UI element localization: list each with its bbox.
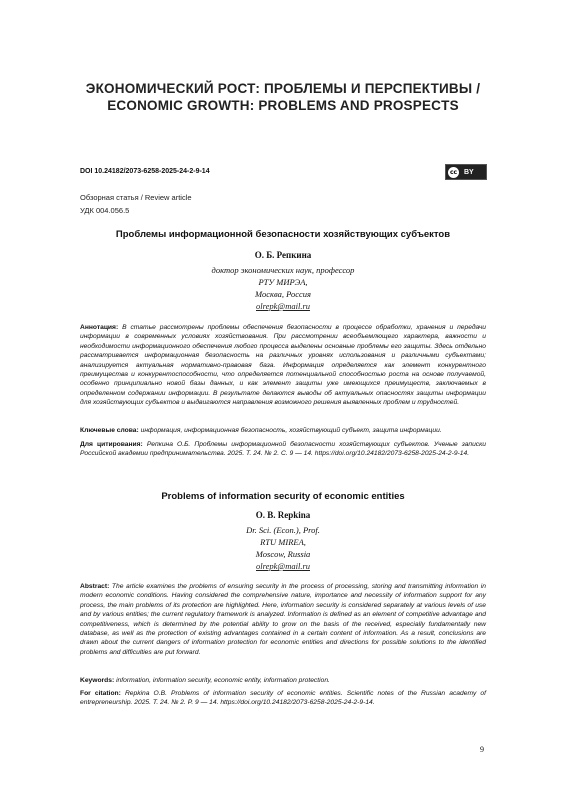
author-email-en[interactable]: olrepk@mail.ru <box>255 561 310 571</box>
citation-text-en: Repkina O.B. Problems of information security of economic entities. Scientific notes of the Russian academy of entrepreneurship. 2025. T. 24. № 2. P. 9 — 14. https://doi.org/10.24182/2073-6258-2025-24-2-9-14. <box>80 690 487 707</box>
author-affiliation-en: RTU MIREA, <box>260 537 306 547</box>
author-info-ru <box>80 264 486 312</box>
keywords-en <box>80 676 486 685</box>
author-degree-ru: доктор экономических наук, профессор <box>211 265 355 275</box>
keywords-text-en: information, information security, economic entity, information protection. <box>116 677 330 684</box>
creative-commons-icon: cc <box>449 168 458 176</box>
journal-title <box>60 80 506 114</box>
doi-label[interactable]: DOI 10.24182/2073-6258-2025-24-2-9-14 <box>80 168 210 175</box>
license-by-label: BY <box>464 168 474 176</box>
author-info-en <box>80 524 486 572</box>
title-ru: Проблемы информационной безопасности хозяйствующих субъектов <box>115 229 451 240</box>
article-type: Обзорная статья / Review article <box>80 193 192 202</box>
author-name-ru: О. Б. Репкина <box>254 250 312 260</box>
author-email-ru[interactable]: olrepk@mail.ru <box>255 301 310 311</box>
journal-title-ru: ЭКОНОМИЧЕСКИЙ РОСТ: ПРОБЛЕМЫ И ПЕРСПЕКТИВЫ / <box>85 81 481 96</box>
author-affiliation-ru: РТУ МИРЭА, <box>258 277 308 287</box>
citation-text-ru: Репкина О.Б. Проблемы информационной безопасности хозяйствующих субъектов. Ученые записки Российской академии предпринимательства. 2025. Т. 24. № 2. С. 9 — 14. https://doi.org/10.24182/2073-6258-2025-24-2-9-14. <box>80 441 487 458</box>
cc-by-license-badge[interactable] <box>445 164 487 180</box>
abstract-text-ru: В статье рассмотрены проблемы обеспечения безопасности в процессе обработки, хранения и передачи информации в современных условиях хозяйствования. При рассмотрении всеобъемлющего характера, важности и необходимости информационного обеспечения любого процесса выделены основные проблемы его защиты. Здесь отдельно рассматривается информационная безопасность на различных уровнях использования и различными субъектами; анализируется актуальная нормативно-правовая база. Информация определяется как элемент конкурентного преимущества и конкурентоспособности, что определяется потенциальной способностью роста на основе получаемой, особенно принципиально новой базы данных, и как элемент защиты уже имеющихся преимуществ, заключаемых в определенном содержании информации. В результате делаются выводы об актуальных опасностях защиты информации для хозяйствующих субъектов и выдвигаются направления возможного решения выявленных проблем и трудностей. <box>80 324 487 407</box>
udk-code: УДК 004.056.5 <box>80 206 130 215</box>
author-city-ru: Москва, Россия <box>255 289 311 299</box>
abstract-text-en: The article examines the problems of ensuring security in the process of processing, storing and transmitting information in modern economic conditions. Having considered the comprehensive nature, importance and necessity of information support for any process, the main problems of its protection are highlighted. Here, information security is considered separately at various levels of use and by various entities; the current regulatory framework is analyzed. Information is defined as an element of competitive advantage and competitiveness, which is determined by the potential ability to grow on the basis of the received, especially fundamentally new database, as well as the protection of existing advantages contained in a certain content of information. As a result, conclusions are drawn about the current dangers of information protection for economic entities and directions for possible solutions to the identified problems and difficulties are put forward. <box>80 583 486 656</box>
author-city-en: Moscow, Russia <box>255 549 311 559</box>
journal-title-en: ECONOMIC GROWTH: PROBLEMS AND PROSPECTS <box>107 98 459 113</box>
title-en: Problems of information security of economic entities <box>161 491 405 502</box>
abstract-label-ru: Аннотация: <box>80 324 119 331</box>
abstract-en <box>80 582 486 657</box>
keywords-text-ru: информация, информационная безопасность, хозяйствующий субъект, защита информации. <box>140 427 442 434</box>
citation-en <box>80 689 486 708</box>
page-number: 9 <box>480 745 484 754</box>
abstract-label-en: Abstract: <box>80 583 110 590</box>
citation-label-en: For citation: <box>80 690 121 697</box>
keywords-ru <box>80 426 486 435</box>
author-degree-en: Dr. Sci. (Econ.), Prof. <box>246 525 320 535</box>
author-name-en: O. B. Repkina <box>255 510 311 520</box>
abstract-ru <box>80 323 486 408</box>
keywords-label-ru: Ключевые слова: <box>80 427 139 434</box>
keywords-label-en: Keywords: <box>80 677 115 684</box>
citation-label-ru: Для цитирования: <box>80 441 143 448</box>
citation-ru <box>80 440 486 459</box>
